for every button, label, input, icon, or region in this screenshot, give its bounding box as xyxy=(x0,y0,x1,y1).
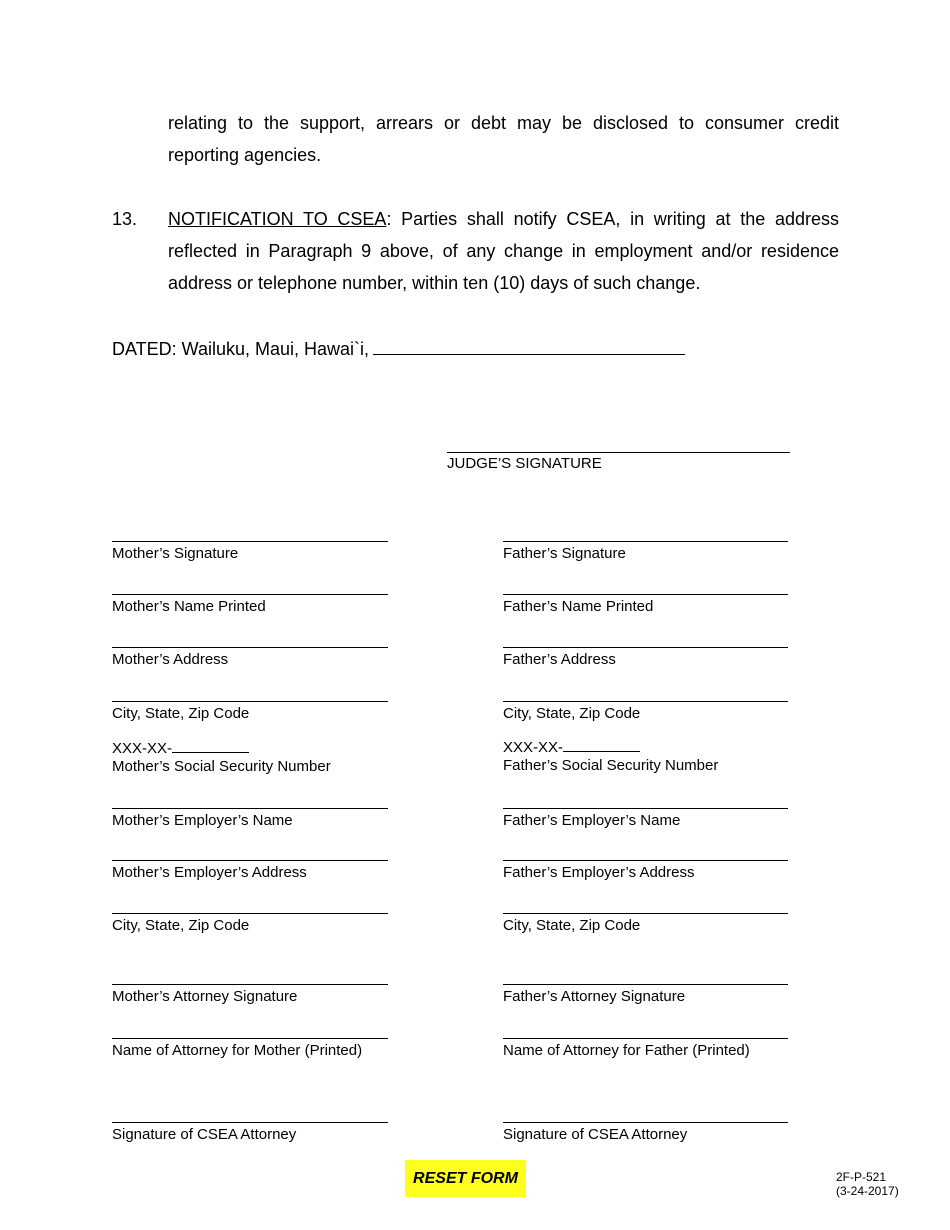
mother-employer-address-line[interactable] xyxy=(112,860,388,861)
father-ssn-label: Father’s Social Security Number xyxy=(503,757,719,774)
father-employer-city-line[interactable] xyxy=(503,913,788,914)
paragraph-number: 13. xyxy=(112,209,138,229)
mother-ssn-prefix: XXX-XX- xyxy=(112,740,173,757)
paragraph-13 xyxy=(112,203,839,299)
dated-date-field[interactable] xyxy=(373,334,685,355)
father-name-label: Father’s Name Printed xyxy=(503,598,654,615)
father-name-field xyxy=(503,594,803,616)
father-city-label: City, State, Zip Code xyxy=(503,705,641,722)
mother-employer-city-field xyxy=(112,913,412,935)
paragraph-13-heading-suffix: : xyxy=(386,209,392,229)
form-revision-date: (3-24-2017) xyxy=(836,1184,899,1198)
father-employer-name-line[interactable] xyxy=(503,808,788,809)
father-employer-name-field xyxy=(503,808,803,830)
father-ssn-value xyxy=(503,738,803,757)
judge-signature-block xyxy=(447,420,790,473)
mother-attorney-name-label: Name of Attorney for Mother (Printed) xyxy=(112,1042,363,1059)
father-address-label: Father’s Address xyxy=(503,651,616,668)
mother-attorney-name-field xyxy=(112,1038,412,1060)
mother-employer-city-label: City, State, Zip Code xyxy=(112,917,250,934)
mother-employer-address-label: Mother’s Employer’s Address xyxy=(112,864,307,881)
paragraph-13-body xyxy=(168,203,839,299)
father-attorney-name-line[interactable] xyxy=(503,1038,788,1039)
father-city-field xyxy=(503,701,803,723)
mother-ssn-value xyxy=(112,739,412,758)
mother-employer-name-label: Mother’s Employer’s Name xyxy=(112,812,293,829)
father-employer-address-field xyxy=(503,860,803,882)
father-signature-label: Father’s Signature xyxy=(503,545,626,562)
mother-address-label: Mother’s Address xyxy=(112,651,229,668)
mother-city-line[interactable] xyxy=(112,701,388,702)
mother-employer-address-field xyxy=(112,860,412,882)
father-employer-city-field xyxy=(503,913,803,935)
mother-name-field xyxy=(112,594,412,616)
father-ssn-input[interactable] xyxy=(563,738,640,752)
father-ssn-prefix: XXX-XX- xyxy=(503,739,564,756)
father-attorney-signature-label: Father’s Attorney Signature xyxy=(503,988,686,1005)
mother-employer-city-line[interactable] xyxy=(112,913,388,914)
mother-ssn-field xyxy=(112,739,412,776)
continuation-text: relating to the support, arrears or debt may be disclosed to consumer credit reporting agencies. xyxy=(168,113,839,165)
mother-signature-line[interactable] xyxy=(112,541,388,542)
father-employer-address-line[interactable] xyxy=(503,860,788,861)
mother-address-line[interactable] xyxy=(112,647,388,648)
father-name-line[interactable] xyxy=(503,594,788,595)
mother-csea-attorney-line[interactable] xyxy=(112,1122,388,1123)
paragraph-13-text: Parties shall notify CSEA, in writing at the address reflected in Paragraph 9 above, of any change in employment and/or residence address or telephone number, within ten (10) days of such change. xyxy=(168,209,839,293)
father-signature-line[interactable] xyxy=(503,541,788,542)
paragraph-13-heading: NOTIFICATION TO CSEA xyxy=(168,209,387,229)
father-csea-attorney-field xyxy=(503,1122,803,1144)
father-attorney-name-label: Name of Attorney for Father (Printed) xyxy=(503,1042,750,1059)
reset-form-button[interactable]: RESET FORM xyxy=(405,1160,526,1197)
mother-name-label: Mother’s Name Printed xyxy=(112,598,266,615)
dated-label: DATED: Wailuku, Maui, Hawai`i, xyxy=(112,339,370,359)
father-attorney-name-field xyxy=(503,1038,803,1060)
father-attorney-signature-field xyxy=(503,984,803,1006)
mother-ssn-input[interactable] xyxy=(172,739,249,753)
form-number: 2F-P-521 xyxy=(836,1170,887,1184)
mother-city-field xyxy=(112,701,412,723)
mother-name-line[interactable] xyxy=(112,594,388,595)
mother-signature-label: Mother’s Signature xyxy=(112,545,239,562)
mother-attorney-signature-line[interactable] xyxy=(112,984,388,985)
mother-csea-attorney-field xyxy=(112,1122,412,1144)
dated-line xyxy=(112,334,685,363)
mother-attorney-signature-label: Mother’s Attorney Signature xyxy=(112,988,298,1005)
mother-address-field xyxy=(112,647,412,669)
mother-attorney-signature-field xyxy=(112,984,412,1006)
mother-employer-name-field xyxy=(112,808,412,830)
father-csea-attorney-label: Signature of CSEA Attorney xyxy=(503,1126,688,1143)
father-employer-city-label: City, State, Zip Code xyxy=(503,917,641,934)
form-code xyxy=(836,1170,899,1198)
judge-signature-label: JUDGE’S SIGNATURE xyxy=(447,455,602,472)
father-signature-field xyxy=(503,541,803,563)
mother-csea-attorney-label: Signature of CSEA Attorney xyxy=(112,1126,297,1143)
father-csea-attorney-line[interactable] xyxy=(503,1122,788,1123)
father-city-line[interactable] xyxy=(503,701,788,702)
judge-signature-line[interactable] xyxy=(447,420,790,453)
father-employer-name-label: Father’s Employer’s Name xyxy=(503,812,681,829)
father-employer-address-label: Father’s Employer’s Address xyxy=(503,864,695,881)
father-address-field xyxy=(503,647,803,669)
continuation-paragraph xyxy=(168,107,839,171)
father-address-line[interactable] xyxy=(503,647,788,648)
mother-signature-field xyxy=(112,541,412,563)
mother-ssn-label: Mother’s Social Security Number xyxy=(112,758,331,775)
father-attorney-signature-line[interactable] xyxy=(503,984,788,985)
mother-attorney-name-line[interactable] xyxy=(112,1038,388,1039)
mother-employer-name-line[interactable] xyxy=(112,808,388,809)
father-ssn-field xyxy=(503,738,803,775)
mother-city-label: City, State, Zip Code xyxy=(112,705,250,722)
